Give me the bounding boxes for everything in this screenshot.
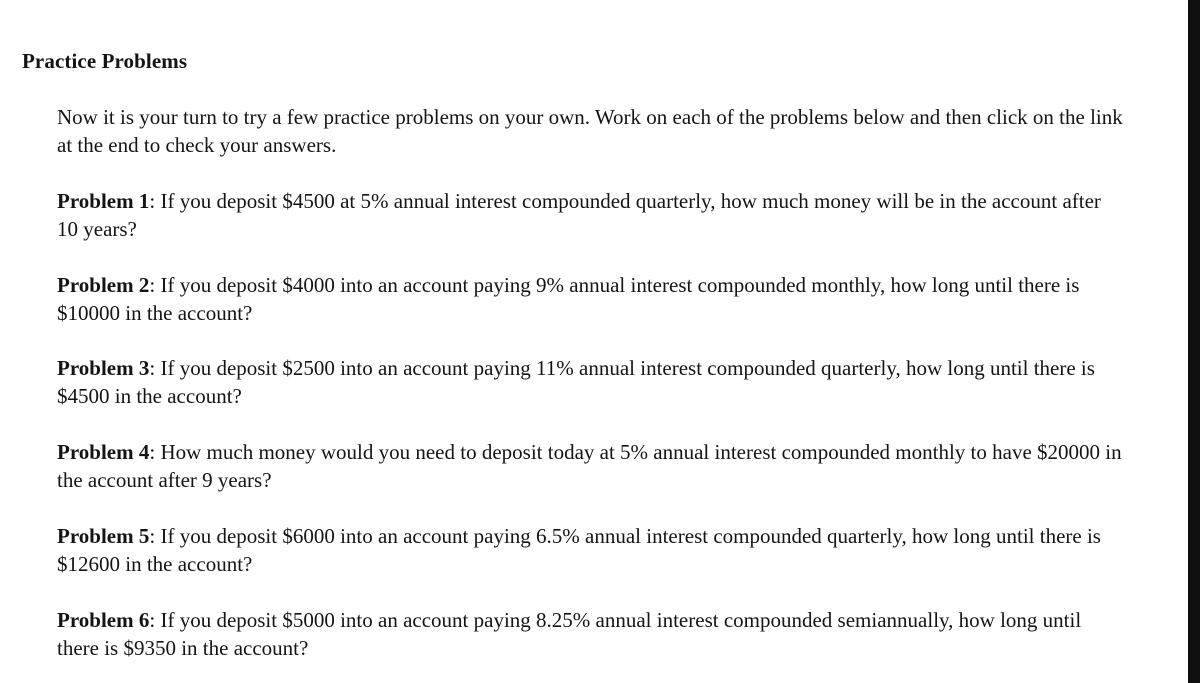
problem-separator: : [149,273,161,297]
problem-text: If you deposit $4500 at 5% annual interest compounded quarterly, how much money will be in the account after 10 years? [57,189,1101,241]
problem-label: Problem 5 [57,524,150,548]
problem-separator: : [149,608,161,632]
problem-label: Problem 1 [57,189,150,213]
problem-separator: : [149,524,161,548]
problem-text: If you deposit $2500 into an account paying 11% annual interest compounded quarterly, how long until there is $4500 in the account? [57,356,1095,408]
problem-4 [57,438,1127,494]
problem-label: Problem 2 [57,273,150,297]
problem-label: Problem 6 [57,608,150,632]
intro-paragraph: Now it is your turn to try a few practice problems on your own. Work on each of the problems below and then click on the link at the end to check your answers. [57,105,1123,157]
problem-6 [57,606,1127,662]
problem-text: If you deposit $4000 into an account paying 9% annual interest compounded monthly, how long until there is $10000 in the account? [57,273,1080,325]
problem-separator: : [149,356,161,380]
problem-5 [57,522,1127,578]
problem-separator: : [149,440,161,464]
page-title: Practice Problems [22,49,188,73]
problem-label: Problem 3 [57,356,150,380]
problem-label: Problem 4 [57,440,150,464]
problem-text: If you deposit $5000 into an account paying 8.25% annual interest compounded semiannually, how long until there is $9350 in the account? [57,608,1082,660]
problem-separator: : [149,189,161,213]
problem-text: If you deposit $6000 into an account paying 6.5% annual interest compounded quarterly, how long until there is $12600 in the account? [57,524,1101,576]
problem-2 [57,271,1127,327]
problem-3 [57,354,1127,410]
window-edge [1188,0,1200,683]
problem-1 [57,187,1127,243]
problem-text: How much money would you need to deposit today at 5% annual interest compounded monthly to have $20000 in the account after 9 years? [57,440,1122,492]
